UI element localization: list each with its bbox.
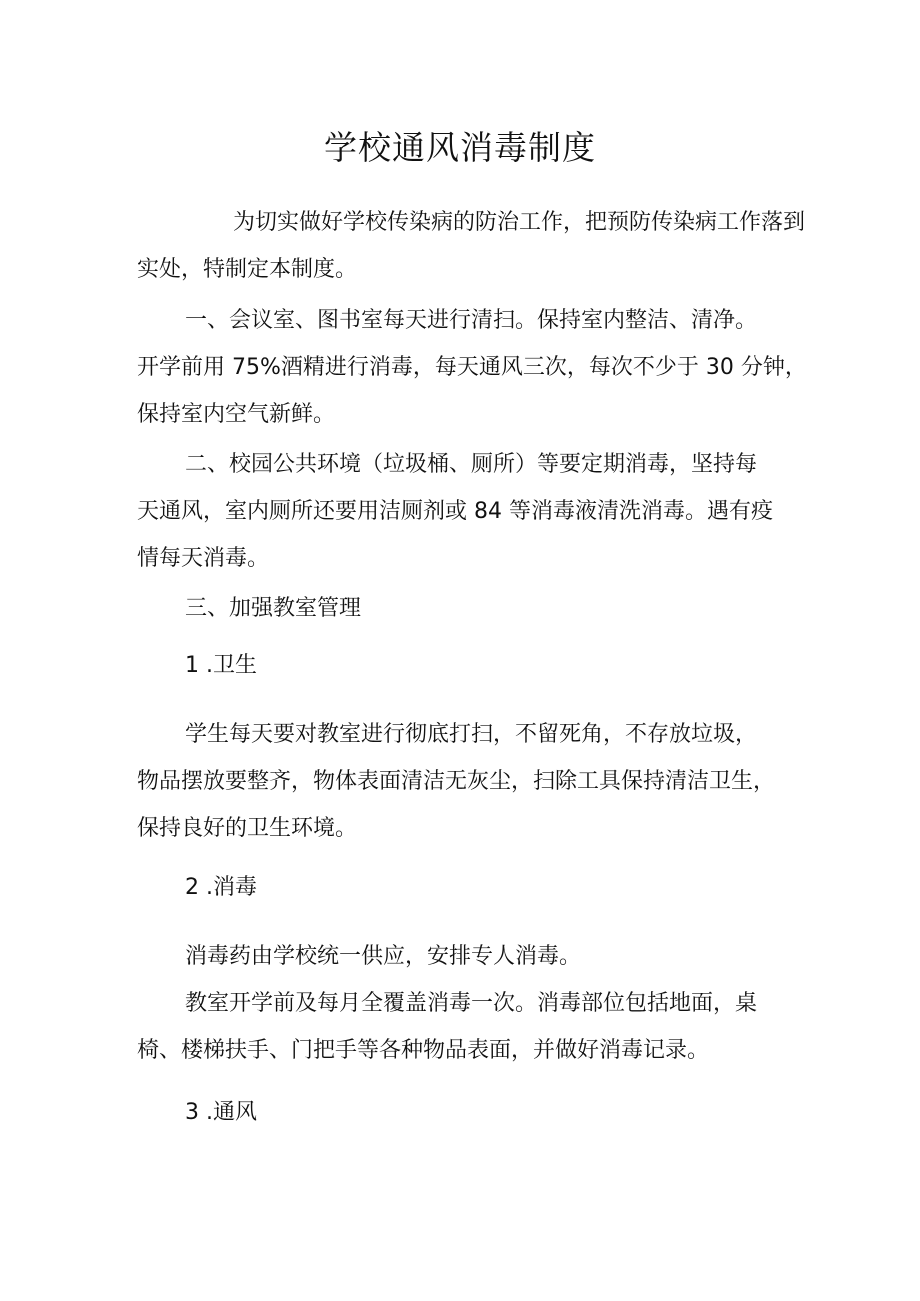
document-title: 学校通风消毒制度: [324, 128, 596, 167]
section-1-line-3: 保持室内空气新鲜。: [137, 402, 336, 427]
subsection-2-line-1: 教室开学前及每月全覆盖消毒一次。消毒部位包括地面，桌: [185, 991, 758, 1016]
subsection-2-paragraph-1: 消毒药由学校统一供应，安排专人消毒。: [185, 944, 582, 969]
section-2-line-2: 天通风，室内厕所还要用洁厕剂或 84 等消毒液清洗消毒。遇有疫: [137, 499, 773, 524]
section-2-line-3: 情每天消毒。: [137, 546, 270, 571]
intro-paragraph: [137, 199, 817, 293]
subsection-1-line-3: 保持良好的卫生环境。: [137, 816, 358, 841]
subsection-2-paragraph-2: [137, 980, 817, 1074]
intro-line-1: 为切实做好学校传染病的防治工作，把预防传染病工作落到: [233, 210, 806, 235]
section-1-line-2: 开学前用 75%酒精进行消毒，每天通风三次，每次不少于 30 分钟，: [137, 355, 807, 380]
subsection-3-heading: 3 .通风: [185, 1100, 257, 1125]
section-1-line-1: 一、会议室、图书室每天进行清扫。保持室内整洁、清净。: [185, 308, 758, 333]
subsection-1-heading: 1 .卫生: [185, 653, 257, 678]
subsection-1-line-1: 学生每天要对教室进行彻底打扫，不留死角，不存放垃圾，: [185, 722, 758, 747]
section-3-heading: 三、加强教室管理: [185, 596, 362, 621]
subsection-1-paragraph: [137, 711, 817, 852]
intro-line-2: 实处，特制定本制度。: [137, 257, 358, 282]
subsection-1-line-2: 物品摆放要整齐，物体表面清洁无灰尘，扫除工具保持清洁卫生，: [137, 769, 776, 794]
section-2-paragraph: [137, 441, 817, 582]
subsection-2-line-2: 椅、楼梯扶手、门把手等各种物品表面，并做好消毒记录。: [137, 1038, 710, 1063]
subsection-2-heading: 2 .消毒: [185, 875, 257, 900]
section-1-paragraph: [137, 297, 817, 438]
section-2-line-1: 二、校园公共环境（垃圾桶、厕所）等要定期消毒，坚持每: [185, 452, 758, 477]
